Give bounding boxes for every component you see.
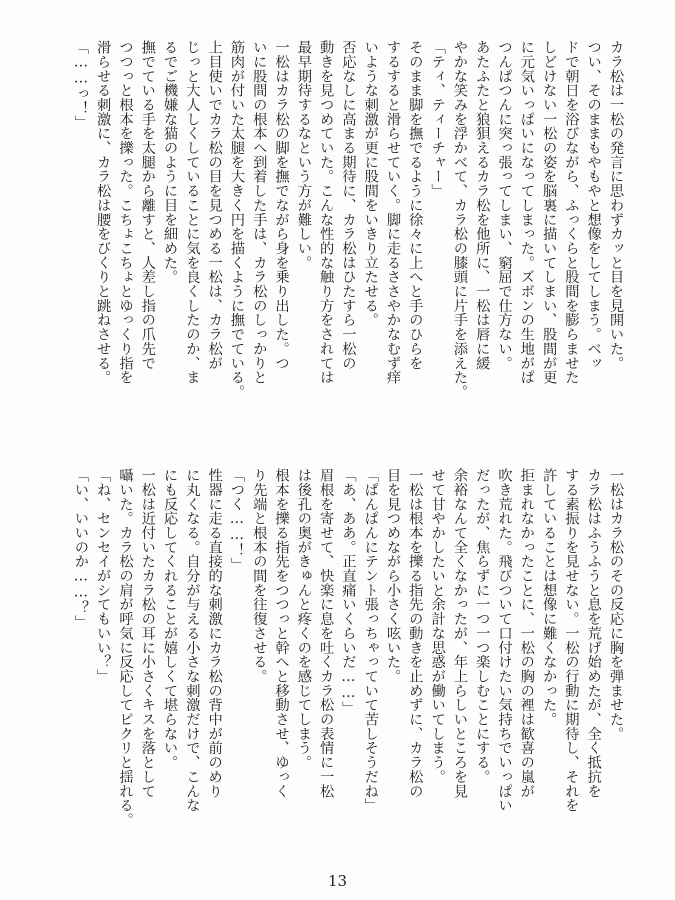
text-column: 一松は根本を擽る指先の動きを止めずに、カラ松の xyxy=(407,468,424,799)
text-column: り先端と根本の間を往復させる。 xyxy=(251,468,268,684)
text-column: に元気いっぱいになってしまった。ズボンの生地がぱ xyxy=(518,40,535,385)
text-column: 目を見つめながら小さく呟いた。 xyxy=(385,468,402,684)
text-column: 「ティ、ティーチャー」 xyxy=(429,40,446,198)
text-column: しどけない一松の姿を脳裏に描いてしまい、股間が更 xyxy=(541,40,558,385)
text-column: つい、そのままもやもやと想像をしてしまう。ベッ xyxy=(585,40,602,371)
bottom-text-block xyxy=(70,468,627,852)
page-number: 13 xyxy=(327,872,348,890)
text-column: 根本を擽る指先をつつっと幹へと移動させ、ゆっく xyxy=(273,468,290,799)
text-column: ドで朝日を浴びながら、ふっくらと股間を膨らませた xyxy=(563,40,580,385)
text-column: 一松は近付いたカラ松の耳に小さくキスを落として xyxy=(139,468,156,799)
text-column: 「ね、センセイがシてもいい？」 xyxy=(95,468,112,684)
text-column: するすると滑らせていく。脚に走るささやかなむず痒 xyxy=(385,40,402,385)
text-column: カラ松はふうふうと息を荒げ始めたが、全く抵抗を xyxy=(585,468,602,799)
text-column: せて甘やかしたいと余計な思惑が働いてしまう。 xyxy=(429,468,446,784)
text-column: は後孔の奥がきゅんと疼くのを感じてしまう。 xyxy=(295,468,312,770)
text-column: つつっと根本を擽った。こちょこちょとゆっくり指を xyxy=(117,40,134,385)
text-column: 筋肉が付いた太腿を大きく円を描くように撫でている。 xyxy=(228,40,245,399)
text-column: じっと大人しくしていることに気を良くしたのか、ま xyxy=(184,40,201,385)
text-column: やかな笑みを浮かべて、カラ松の膝頭に片手を添えた。 xyxy=(451,40,468,399)
text-column: だったが、焦らずに一つ一つ楽しむことにする。 xyxy=(474,468,491,784)
text-column: いに股間の根本へ到着した手は、カラ松のしっかりと xyxy=(251,40,268,385)
text-column: 動きを見つめていた。こんな性的な触り方をされては xyxy=(318,40,335,385)
text-column: 最早期待するなという方が難しい。 xyxy=(295,40,312,270)
text-column: 「あ、ああ。正直痛いくらいだ……」 xyxy=(340,468,357,716)
text-column: 許していることは想像に難くなかった。 xyxy=(541,468,558,727)
text-column: 「ぱんぱんにテント張っちゃっていて苦しそうだね」 xyxy=(362,468,379,813)
text-column: 「つく……！」 xyxy=(228,468,245,572)
text-column: する素振りを見せない。一松の行動に期待し、それを xyxy=(563,468,580,813)
text-column: に丸くなる。自分が与える小さな刺激だけで、こんな xyxy=(184,468,201,813)
text-column: いような刺激が更に股間をいきり立たせる。 xyxy=(362,40,379,327)
text-column: 拒まれなかったことに、一松の胸の裡は歓喜の嵐が xyxy=(518,468,535,799)
top-text-block xyxy=(70,40,627,428)
text-column: つんぱつんに突っ張ってしまい、窮屈で仕方ない。 xyxy=(496,40,513,371)
text-column: カラ松は一松の発言に思わずカッと目を見開いた。 xyxy=(608,40,624,371)
text-column: 「……っ！」 xyxy=(72,40,89,130)
text-column: 性器に走る直接的な刺激にカラ松の背中が前のめり xyxy=(206,468,223,799)
text-column: 一松はカラ松のその反応に胸を弾ませた。 xyxy=(608,468,624,741)
text-column: 囁いた。カラ松の肩が呼気に反応してピクリと揺れる。 xyxy=(117,468,134,827)
text-column: にも反応してくれることが嬉しくて堪らない。 xyxy=(162,468,179,770)
text-column: るでご機嫌な猫のように目を細めた。 xyxy=(162,40,179,284)
text-column: あたふたと狼狽えるカラ松を他所に、一松は唇に緩 xyxy=(474,40,491,371)
text-column: 「い、いいのか……？」 xyxy=(72,468,89,630)
text-column: 否応なしに高まる期待に、カラ松はひたすら一松の xyxy=(340,40,357,371)
text-column: そのまま脚を撫でるように徐々に上へと手のひらを xyxy=(407,40,424,371)
text-column: 吹き荒れた。飛びついて口付けたい気持ちでいっぱい xyxy=(496,468,513,813)
text-column: 余裕なんて全くなかったが、年上らしいところを見 xyxy=(451,468,468,799)
text-column: 滑らせる刺激に、カラ松は腰をびくりと跳ねさせる。 xyxy=(95,40,112,385)
text-column: 上目使いでカラ松の目を見つめる一松は、カラ松が xyxy=(206,40,223,371)
text-column: 撫でている手を太腿から離すと、人差し指の爪先で xyxy=(139,40,156,371)
text-column: 一松はカラ松の脚を撫でながら身を乗り出した。つ xyxy=(273,40,290,371)
text-column: 眉根を寄せて、快楽に息を吐くカラ松の表情に一松 xyxy=(318,468,335,799)
